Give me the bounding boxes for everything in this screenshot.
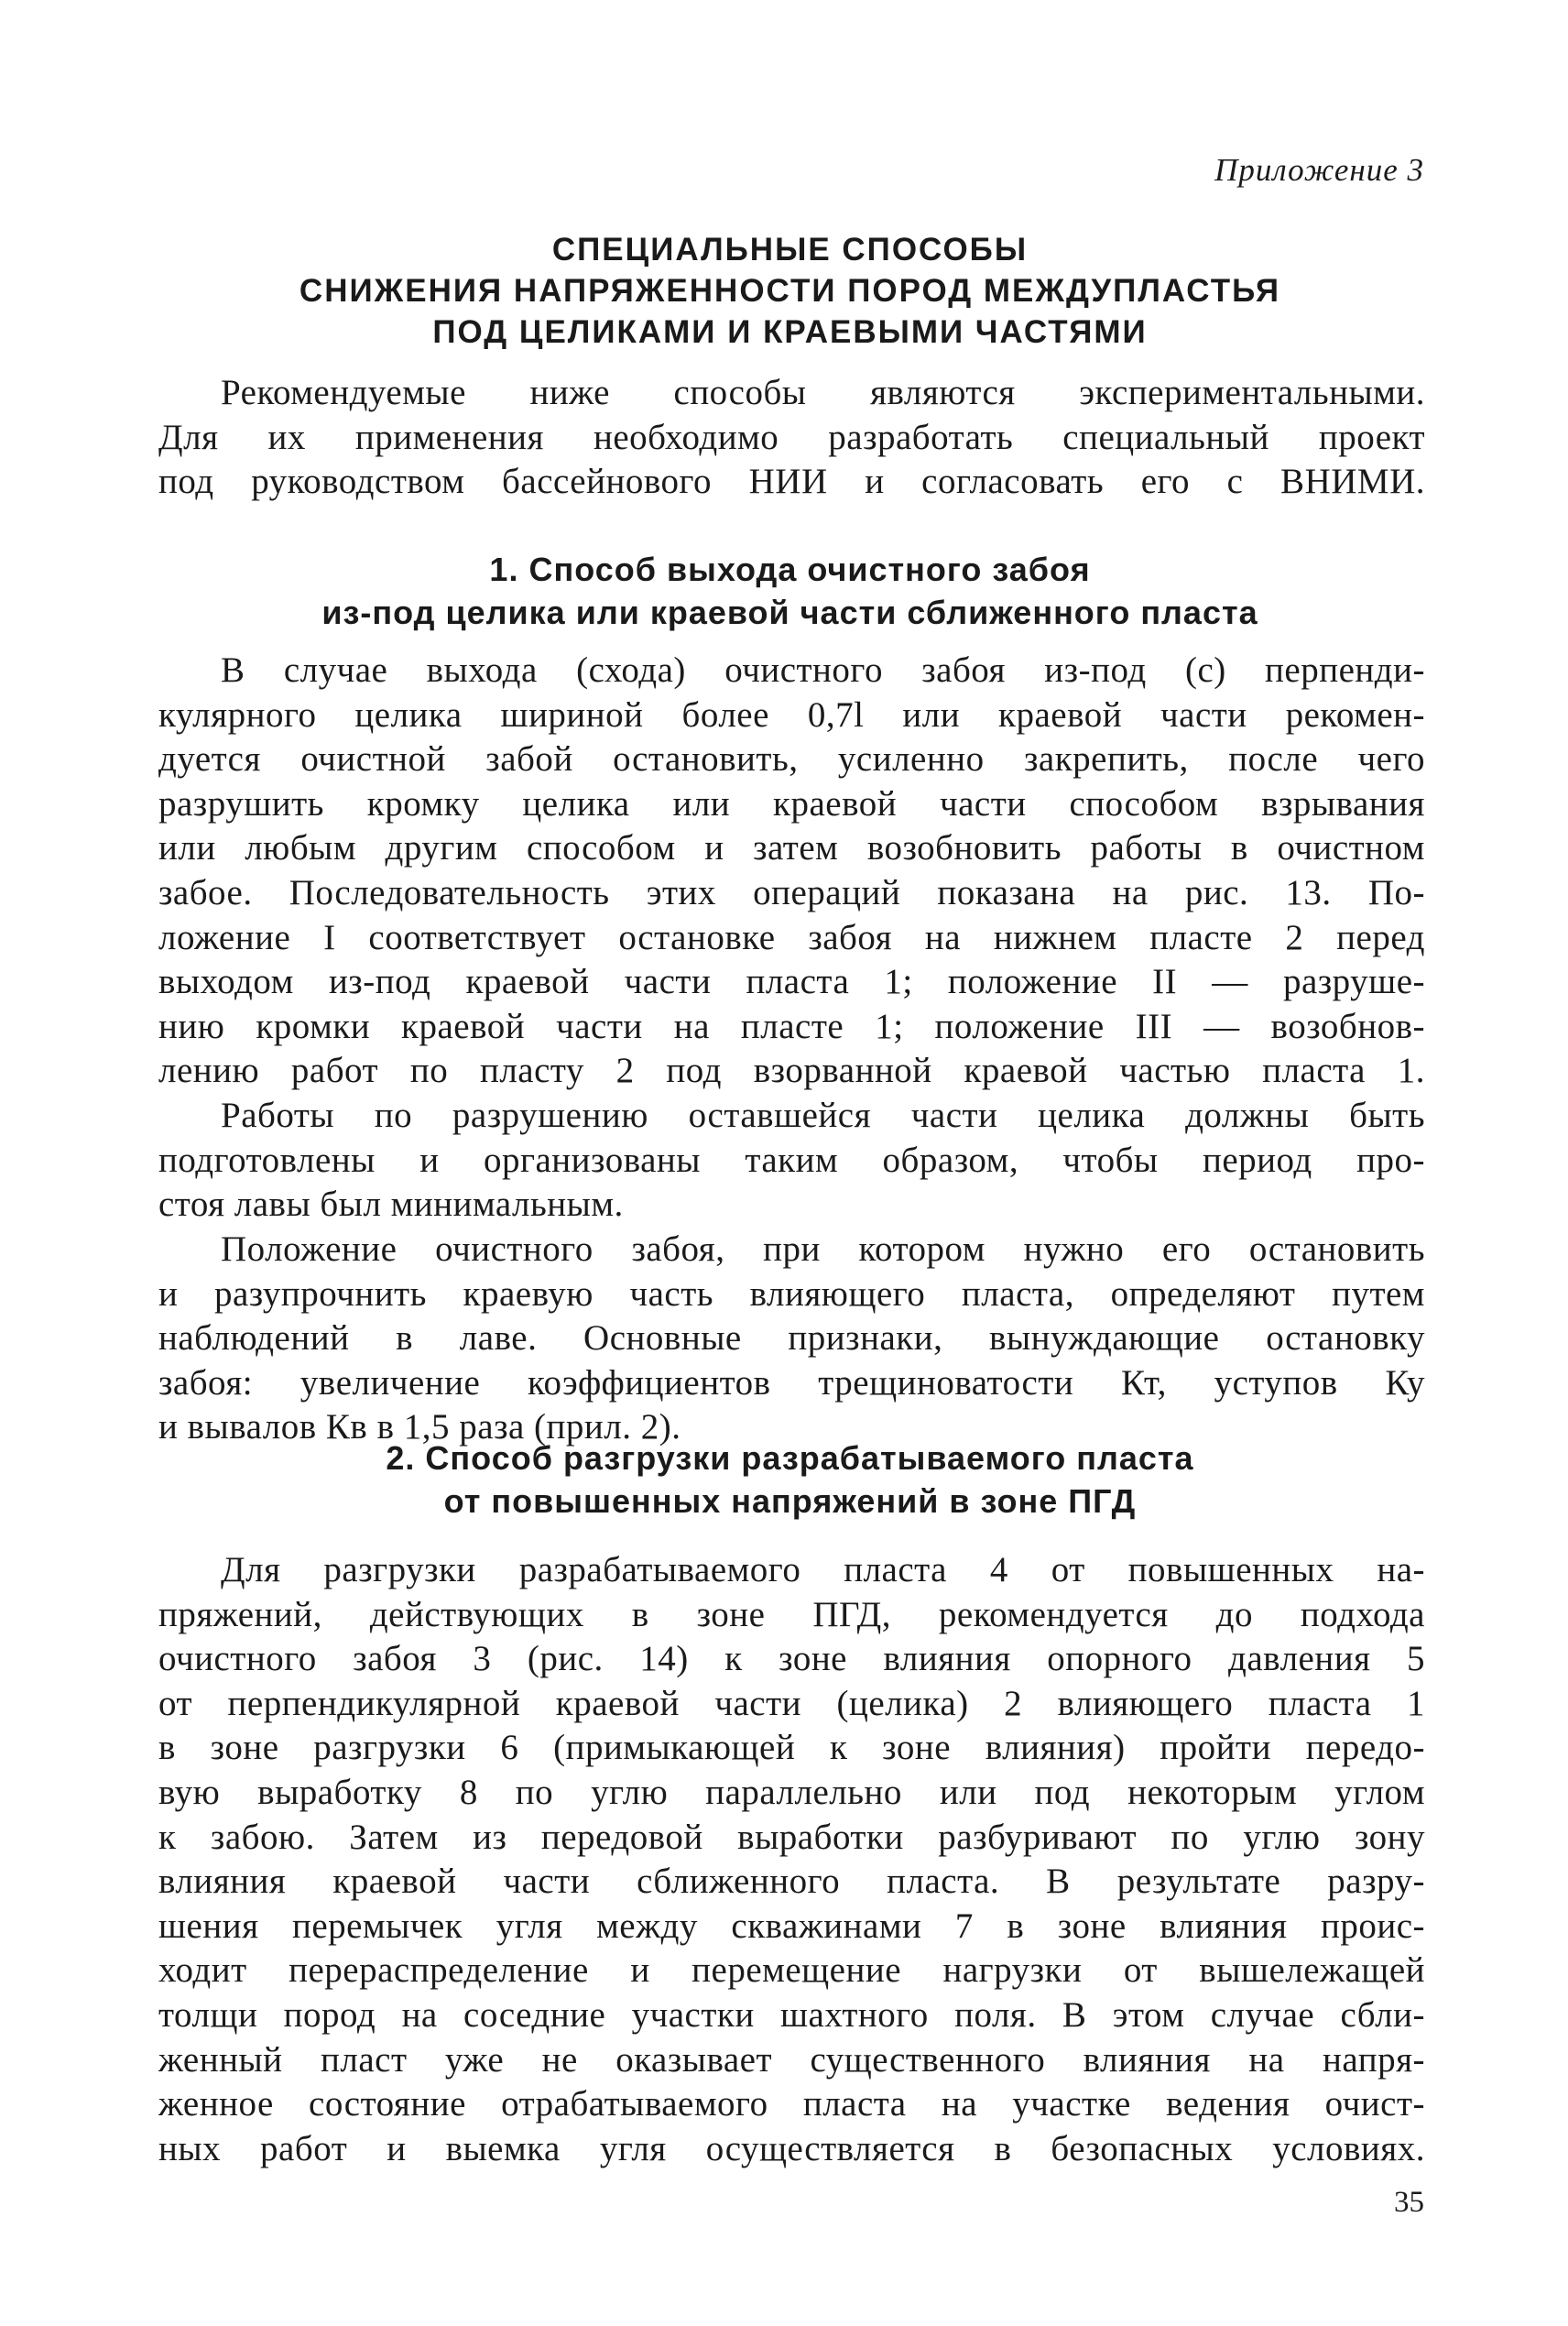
text-line: влияния краевой части сближенного пласта. В результате разру- <box>158 1862 1425 1902</box>
text-line: Положение очистного забоя, при котором нужно его остановить <box>221 1229 1425 1269</box>
text-line: ложение I соответствует остановке забоя на нижнем пласте 2 перед <box>158 917 1425 957</box>
text-line: наблюдений в лаве. Основные признаки, вынуждающие остановку <box>158 1318 1425 1359</box>
text-line: Работы по разрушению оставшейся части целика должны быть <box>221 1096 1425 1135</box>
text-line: в зоне разгрузки 6 (примыкающей к зоне влияния) пройти передо- <box>158 1728 1425 1768</box>
section-2-paragraph-1 <box>158 1548 1425 2171</box>
text-line: выходом из-под краевой части пласта 1; положение II — разруше- <box>158 962 1425 1002</box>
text-line: шения перемычек угля между скважинами 7 в зоне влияния проис- <box>158 1906 1425 1946</box>
text-line: ных работ и выемка угля осуществляется в безопасных условиях. <box>158 2128 1425 2168</box>
section-1-paragraph-2 <box>158 1094 1425 1228</box>
text-line: забое. Последовательность этих операций показана на рис. 13. По- <box>158 872 1425 912</box>
text-line: очистного забоя 3 (рис. 14) к зоне влияния опорного давления 5 <box>158 1639 1425 1679</box>
text-line: женный пласт уже не оказывает существенного влияния на напря- <box>158 2039 1425 2080</box>
text-line: и разупрочнить краевую часть влияющего пласта, определяют путем <box>158 1273 1425 1314</box>
text-line: женное состояние отрабатываемого пласта на участке ведения очист- <box>158 2084 1425 2124</box>
main-title <box>156 229 1424 353</box>
text-line: от перпендикулярной краевой части (целика) 2 влияющего пласта 1 <box>158 1683 1425 1723</box>
text-line: и вывалов Кв в 1,5 раза (прил. 2). <box>158 1407 681 1447</box>
main-title-line: СПЕЦИАЛЬНЫЕ СПОСОБЫ <box>551 232 1029 268</box>
main-title-line: ПОД ЦЕЛИКАМИ И КРАЕВЫМИ ЧАСТЯМИ <box>432 314 1148 350</box>
text-line: вую выработку 8 по углю параллельно или под некоторым углом <box>158 1772 1425 1812</box>
text-line: нию кромки краевой части на пласте 1; положение III — возобнов- <box>158 1006 1425 1046</box>
text-line: лению работ по пласту 2 под взорванной краевой частью пласта 1. <box>158 1051 1425 1091</box>
section-title-line: 1. Способ выхода очистного забоя <box>489 551 1091 588</box>
section-title-line: от повышенных напряжений в зоне ПГД <box>443 1482 1137 1520</box>
text-line: ходит перераспределение и перемещение нагрузки от вышележащей <box>158 1950 1425 1991</box>
text-line: забоя: увeличение коэффициентов трещиноватости Кт, уступов Ку <box>158 1362 1425 1403</box>
section-2-title <box>156 1436 1424 1523</box>
section-title-line: из-под целика или краевой части сближенного пласта <box>321 594 1258 631</box>
section-1-title <box>156 548 1424 634</box>
text-line: дуется очистной забой остановить, усиленно закрепить, после чего <box>158 739 1425 780</box>
text-line: Для разгрузки разрабатываемого пласта 4 от повышенных на- <box>221 1550 1425 1589</box>
section-1-paragraph-3 <box>158 1228 1425 1450</box>
text-line: толщи пород на соседние участки шахтного поля. В этом случае сбли- <box>158 1994 1425 2035</box>
main-title-line: СНИЖЕНИЯ НАПРЯЖЕННОСТИ ПОРОД МЕЖДУПЛАСТЬЯ <box>299 273 1281 309</box>
intro-paragraph <box>158 371 1425 505</box>
text-line: кулярного целика шириной более 0,7l или краевой части рекомен- <box>158 694 1425 735</box>
page-number: 35 <box>1394 2186 1424 2219</box>
text-line: или любым другим способом и затем возобновить работы в очистном <box>158 828 1425 868</box>
text-line: В случае выхода (схода) очистного забоя из-под (с) перпенди- <box>221 650 1425 690</box>
text-line: подготовлены и организованы таким образом, чтобы период про- <box>158 1140 1425 1180</box>
appendix-label: Приложение 3 <box>1214 152 1424 188</box>
section-title-line: 2. Способ разгрузки разрабатываемого пласта <box>386 1439 1194 1477</box>
text-line: к забою. Затем из передовой выработки разбуривают по углю зону <box>158 1817 1425 1857</box>
text-line: разрушить кромку целика или краевой части способом взрывания <box>158 783 1425 824</box>
text-line: стоя лавы был минимальным. <box>158 1185 624 1225</box>
text-line: под руководством бассейнового НИИ и согласовать его с ВНИМИ. <box>158 462 1425 502</box>
text-line: Рекомендуемые ниже способы являются экспериментальными. <box>221 373 1425 412</box>
text-line: пряжений, действующих в зоне ПГД, рекомендуется до подхода <box>158 1594 1425 1634</box>
text-line: Для их применения необходимо разработать специальный проект <box>158 417 1425 457</box>
section-1-paragraph-1 <box>158 649 1425 1094</box>
